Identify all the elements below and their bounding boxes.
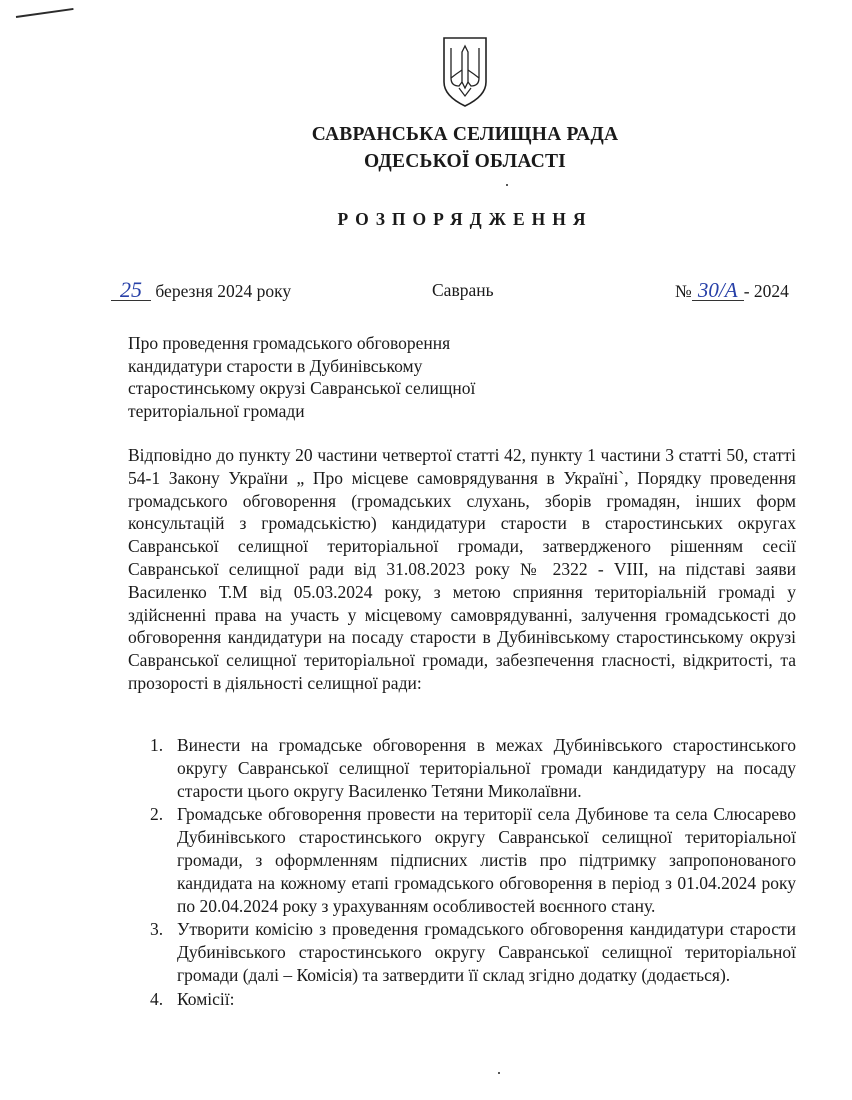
list-item bbox=[150, 803, 796, 917]
list-item bbox=[150, 734, 796, 802]
item-text: Винести на громадське обговорення в межах Дубинівського старостинського округу Савранської селищної територіальної громади кандидатуру на посаду старости цього округу Василенко Тетяни Миколаївни. bbox=[177, 735, 796, 801]
date-month-year: березня 2024 року bbox=[155, 281, 292, 301]
region-name: ОДЕСЬКОЇ ОБЛАСТІ bbox=[364, 151, 566, 172]
item-number: 2. bbox=[150, 804, 164, 825]
item-text: Комісії: bbox=[177, 988, 235, 1009]
council-name: САВРАНСЬКА СЕЛИЩНА РАДА bbox=[311, 124, 619, 145]
scan-pen-mark bbox=[16, 8, 74, 18]
document-place: Саврань bbox=[432, 280, 494, 300]
document-date bbox=[111, 277, 292, 310]
number-handwritten: 30/А bbox=[692, 280, 744, 301]
document-number bbox=[675, 280, 789, 310]
list-item bbox=[150, 988, 796, 1011]
order-items-list bbox=[150, 734, 796, 1012]
list-item bbox=[150, 918, 796, 986]
item-text: Громадське обговорення провести на території села Дубинове та села Слюсарево Дубинівського старостинського округу Савранської селищної територіальної громади, з оформленням підписних листів про підтримку запропонованого кандидата на кожному етапі громадського обговорення в період з 01.04.2024 року по 20.04.2024 року з урахуванням особливостей воєнного стану. bbox=[177, 804, 796, 916]
tryzub-emblem-icon bbox=[441, 36, 489, 108]
item-number: 1. bbox=[150, 735, 164, 755]
document-title: РОЗПОРЯДЖЕННЯ bbox=[337, 209, 593, 229]
item-text: Утворити комісію з проведення громадського обговорення кандидатури старости Дубинівського старостинського округу Савранської селищної територіальної громади (далі – Комісія) та затвердити її склад згідно додатку (додається). bbox=[177, 919, 796, 985]
document-subject: Про проведення громадського обговорення кандидатури старости в Дубинівському старостинському окрузі Савранської селищної територіальної громади bbox=[128, 333, 476, 421]
scan-dot bbox=[506, 184, 508, 186]
number-prefix: № bbox=[675, 281, 692, 301]
item-number: 3. bbox=[150, 919, 164, 940]
scan-dot bbox=[498, 1072, 500, 1074]
preamble-paragraph: Відповідно до пункту 20 частини четвертої статті 42, пункту 1 частини 3 статті 50, статті 54-1 Закону України „ Про місцеве самоврядування в Україні`, Порядку проведення громадського обговорення (громадських слухань, зборів громадян, інших форм консультацій з громадськістю) кандидатури старости в старостинських округах Савранської селищної територіальної громади, затвердженого рішенням сесії Савранської селищної ради від 31.08.2023 року № 2322 - VIII, на підставі заяви Василенко Т.М від 05.03.2024 року, з метою сприяння територіальній громаді у здійсненні права на участь у місцевому самоврядуванні, залучення громадськості до обговорення кандидатури на посаду старости в Дубинівському старостинському окрузі Савранської селищної територіальної громади, забезпечення гласності, відкритості, та прозорості в діяльності селищної ради: bbox=[128, 445, 796, 693]
date-day-handwritten: 25 bbox=[111, 280, 151, 301]
item-number: 4. bbox=[150, 988, 164, 1009]
number-suffix: - 2024 bbox=[743, 281, 789, 301]
